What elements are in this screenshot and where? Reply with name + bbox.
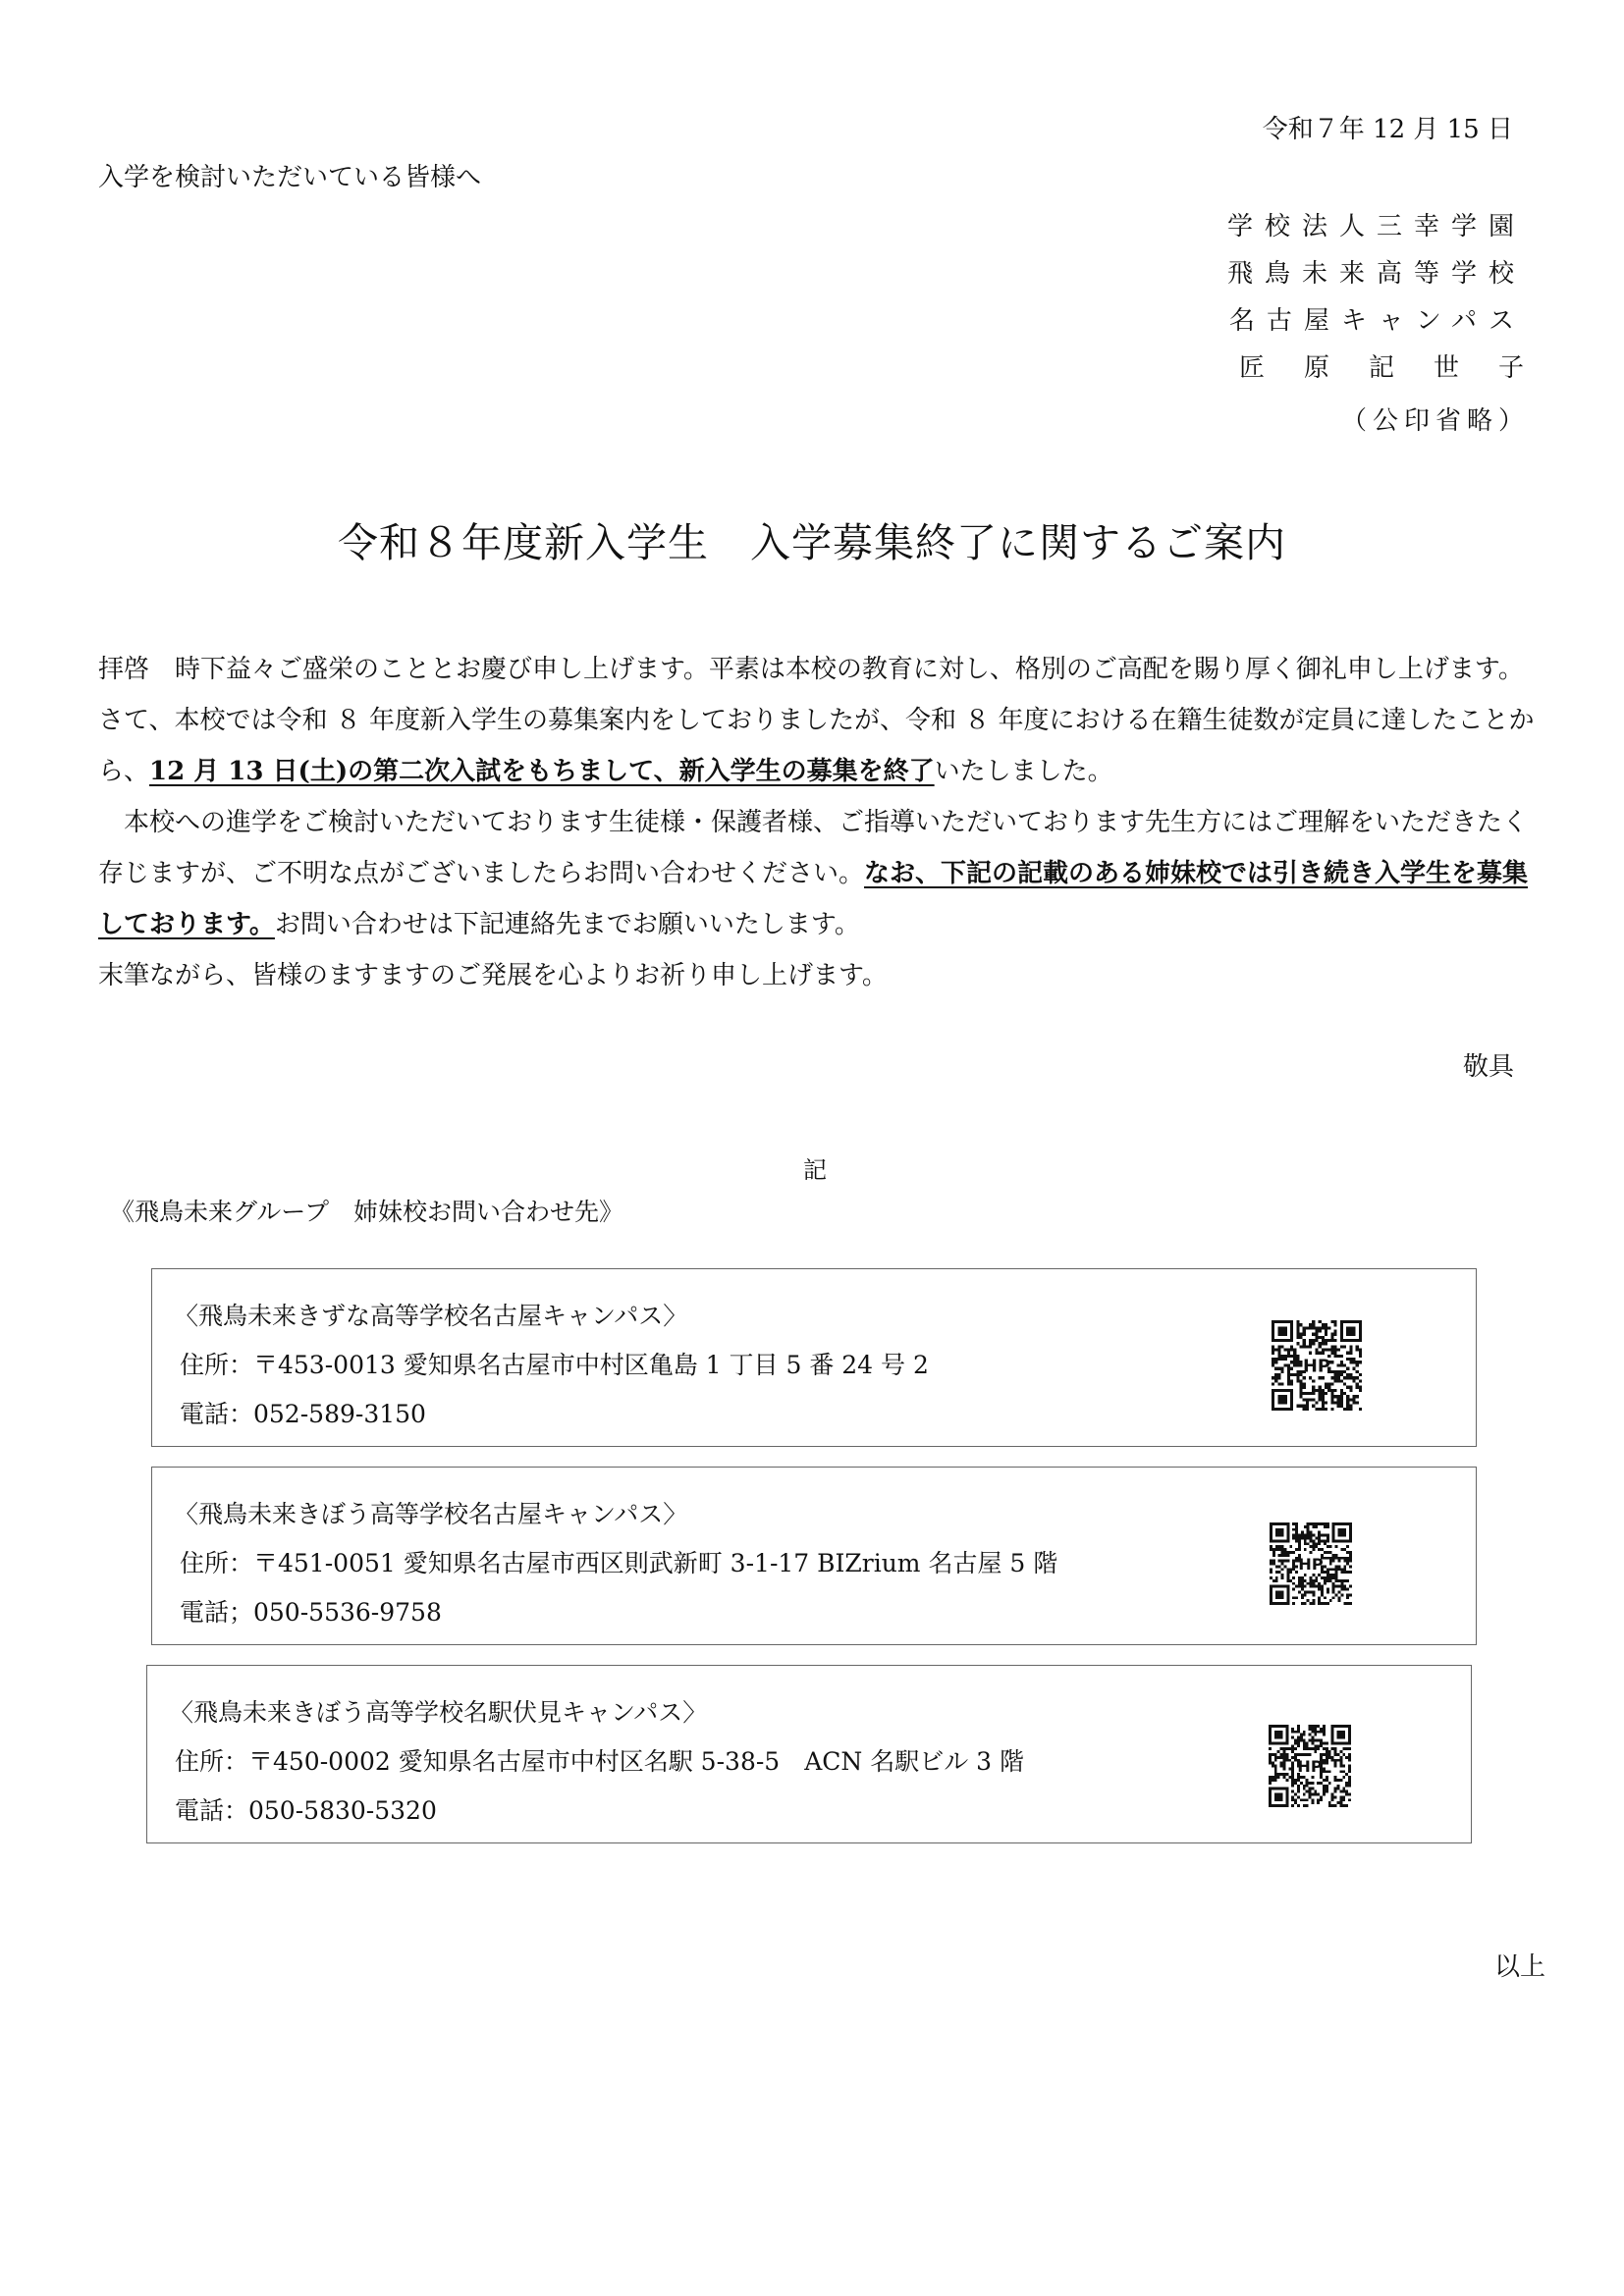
- inquiry-text: 本校への進学をご検討いただいております生徒様・保護者様、ご指導いただいております先生方にはご理解をいただきたく存じますが、ご不明な点がございましたらお問い合わせください。: [98, 808, 1529, 888]
- announcement-text: さて、本校では令和 ８ 年度新入学生の募集案内をしておりましたが、令和 ８ 年度における在籍生徒数が定員に達したことから、: [98, 706, 1535, 786]
- qr-code-icon[interactable]: [1270, 1522, 1352, 1605]
- school-phone: 電話：052-589-3150: [180, 1400, 426, 1428]
- qr-code-icon[interactable]: [1272, 1320, 1362, 1411]
- sender-campus: 名古屋キャンパス: [1228, 306, 1526, 336]
- closing-paragraph: 末筆ながら、皆様のますますのご発展を心よりお祈り申し上げます。: [98, 961, 888, 990]
- school-name: 〈飛鳥未来きずな高等学校名古屋キャンパス〉: [174, 1302, 688, 1330]
- school-name: 〈飛鳥未来きぼう高等学校名駅伏見キャンパス〉: [169, 1698, 708, 1727]
- inquiry-text-end: お問い合わせは下記連絡先までお願いいたします。: [274, 910, 860, 939]
- qr-code-icon[interactable]: [1269, 1725, 1351, 1807]
- document-title: 令和８年度新入学生 入学募集終了に関するご案内: [338, 519, 1286, 566]
- school-contact-box: [151, 1467, 1477, 1645]
- end-mark: 以上: [1493, 1952, 1545, 1982]
- greeting-paragraph: 拝啓 時下益々ご盛栄のこととお慶び申し上げます。平素は本校の教育に対し、格別のご高配を賜り厚く御礼申し上げます。: [98, 655, 1524, 684]
- qr-hp-label: HP: [1303, 1357, 1330, 1377]
- qr-hp-label: HP: [1298, 1555, 1324, 1575]
- announcement-text-end: いたしました。: [934, 757, 1113, 786]
- school-phone: 電話；050-5536-9758: [180, 1598, 442, 1627]
- group-contacts-heading: 《飛鳥未来グループ 姉妹校お問い合わせ先》: [110, 1198, 624, 1226]
- seal-omitted-note: （公印省略）: [1340, 406, 1530, 436]
- sender-school: 飛鳥未来高等学校: [1226, 259, 1526, 289]
- addressee: 入学を検討いただいている皆様へ: [98, 163, 482, 192]
- sender-principal: 匠原記世子: [1238, 353, 1563, 383]
- letter-date: 令和７年 12 月 15 日: [1262, 115, 1513, 144]
- announcement-paragraph: [98, 695, 1542, 797]
- inquiry-paragraph: [98, 797, 1542, 950]
- qr-hp-label: HP: [1297, 1757, 1323, 1777]
- school-contact-box: [151, 1268, 1477, 1447]
- ki-heading: 記: [803, 1156, 827, 1184]
- closing-keigu: 敬具: [1462, 1052, 1514, 1082]
- sister-school-emphasis: なお、下記の記載のある姉妹校では引き続き入学生を募集しております。: [98, 859, 1529, 939]
- letter-body: [98, 644, 1542, 1001]
- school-address: 住所：〒451-0051 愛知県名古屋市西区則武新町 3-1-17 BIZrium 名古屋 5 階: [180, 1549, 1058, 1577]
- school-contact-box: [146, 1665, 1472, 1843]
- school-name: 〈飛鳥未来きぼう高等学校名古屋キャンパス〉: [174, 1500, 688, 1528]
- announcement-emphasis: 12 月 13 日(土)の第二次入試をもちまして、新入学生の募集を終了: [149, 757, 935, 786]
- school-phone: 電話：050-5830-5320: [175, 1796, 437, 1825]
- sender-corporation: 学校法人三幸学園: [1226, 212, 1526, 241]
- school-address: 住所：〒453-0013 愛知県名古屋市中村区亀島 1 丁目 5 番 24 号 2: [180, 1351, 929, 1379]
- school-address: 住所：〒450-0002 愛知県名古屋市中村区名駅 5-38-5 ACN 名駅ビル 3 階: [175, 1747, 1025, 1776]
